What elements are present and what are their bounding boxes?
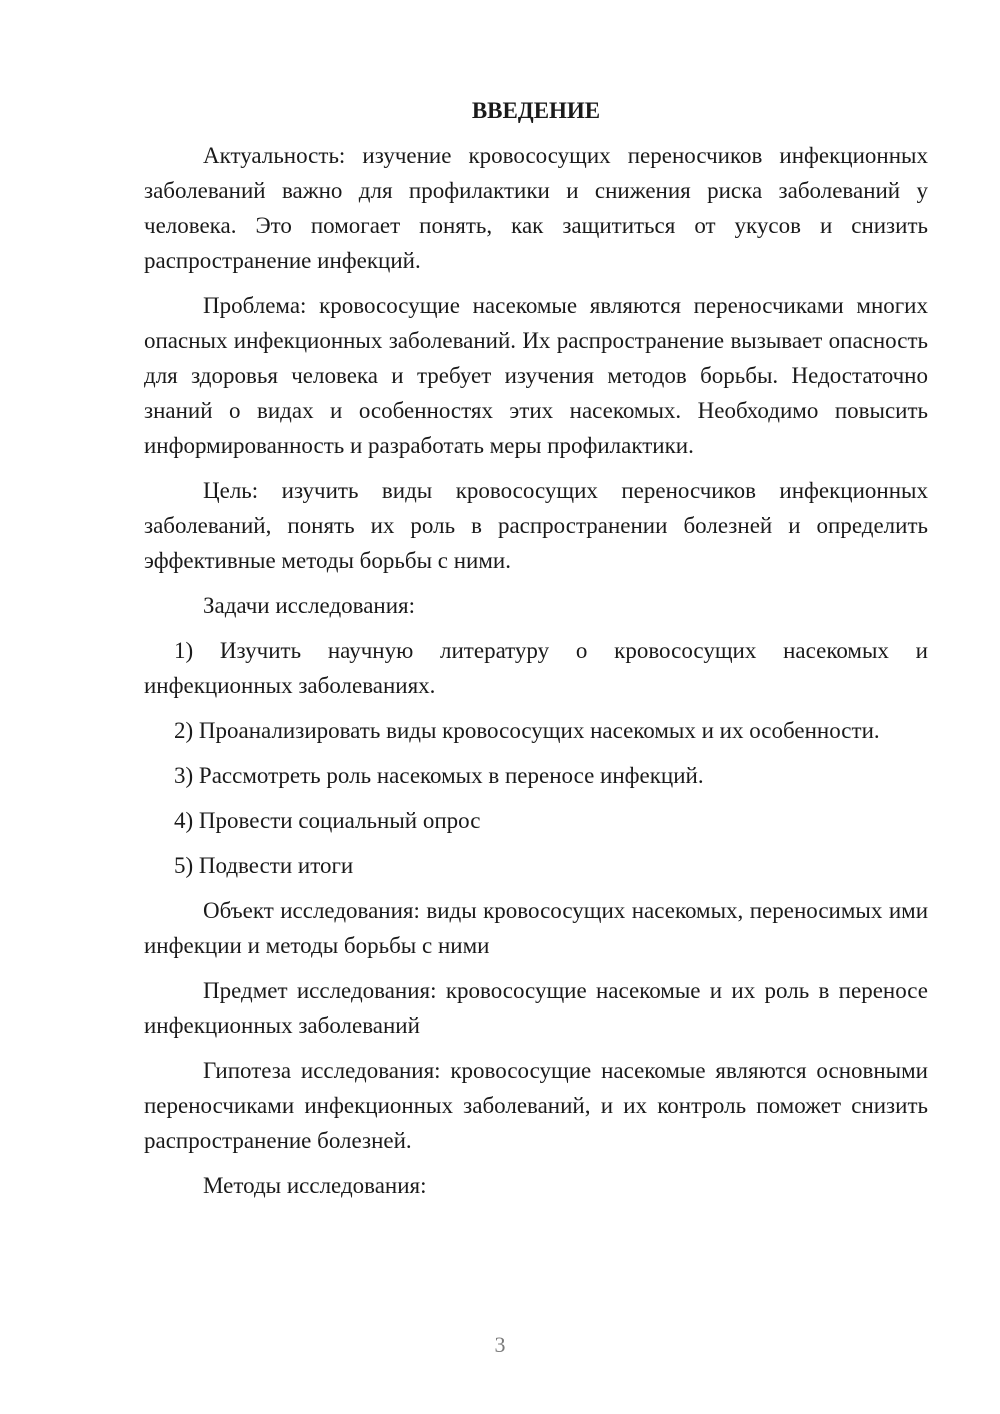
- section-title: ВВЕДЕНИЕ: [471, 98, 601, 123]
- task-item-2: 2) Проанализировать виды кровососущих насекомых и их особенности.: [174, 718, 880, 743]
- task-item-4: 4) Провести социальный опрос: [174, 808, 481, 833]
- task-item-1: 1) Изучить научную литературу о кровососущих насекомых и инфекционных заболеваниях.: [144, 638, 928, 698]
- paragraph-tasks-heading: Задачи исследования:: [203, 593, 416, 618]
- task-item-5: 5) Подвести итоги: [174, 853, 354, 878]
- page-number: 3: [494, 1332, 506, 1357]
- paragraph-relevance: Актуальность: изучение кровососущих переносчиков инфекционных заболеваний важно для профилактики и снижения риска заболеваний у человека. Это помогает понять, как защититься от укусов и снизить распространение инфекций.: [144, 143, 928, 273]
- paragraph-problem: Проблема: кровососущие насекомые являются переносчиками многих опасных инфекционных заболеваний. Их распространение вызывает опасность для здоровья человека и требует изучения методов борьбы. Недостаточно знаний о видах и особенностях этих насекомых. Необходимо повысить информированность и разработать меры профилактики.: [144, 293, 928, 458]
- paragraph-hypothesis: Гипотеза исследования: кровососущие насекомые являются основными переносчиками инфекционных заболеваний, и их контроль поможет снизить распространение болезней.: [144, 1058, 928, 1153]
- paragraph-goal: Цель: изучить виды кровососущих переносчиков инфекционных заболеваний, понять их роль в распространении болезней и определить эффективные методы борьбы с ними.: [144, 478, 928, 573]
- paragraph-methods: Методы исследования:: [203, 1173, 427, 1198]
- paragraph-subject: Предмет исследования: кровососущие насекомые и их роль в переносе инфекционных заболеваний: [144, 978, 928, 1038]
- task-item-3: 3) Рассмотреть роль насекомых в переносе инфекций.: [174, 763, 704, 788]
- document-page: [144, 96, 928, 1213]
- paragraph-object: Объект исследования: виды кровососущих насекомых, переносимых ими инфекции и методы борьбы с ними: [144, 898, 928, 958]
